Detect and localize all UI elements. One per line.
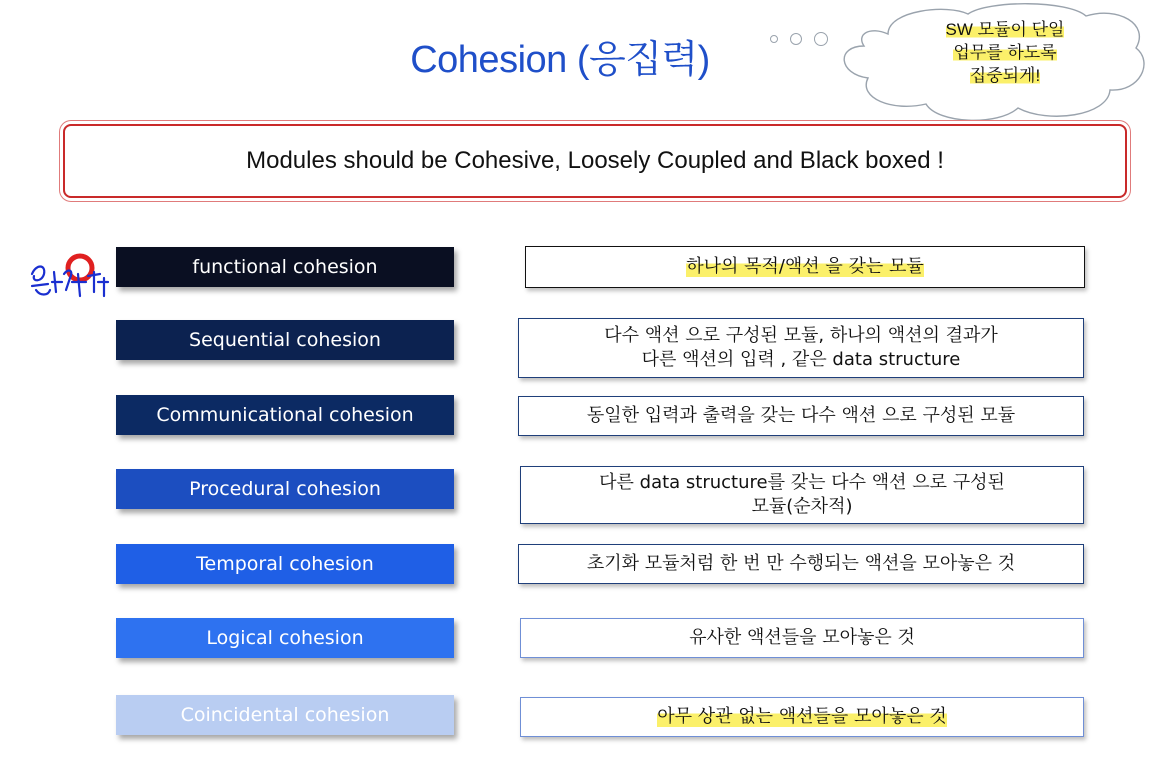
cohesion-type-label: functional cohesion (116, 247, 454, 287)
cloud-note-line: 업무를 하도록 (953, 43, 1057, 62)
cohesion-type-label: Temporal cohesion (116, 544, 454, 584)
slide-title: Cohesion (응집력) (410, 39, 710, 81)
principle-banner: Modules should be Cohesive, Loosely Coupled and Black boxed ! (63, 124, 1127, 198)
cohesion-type-label: Communicational cohesion (116, 395, 454, 435)
cohesion-description (518, 318, 1084, 378)
cohesion-type-label: Coincidental cohesion (116, 695, 454, 735)
description-text: 다른 data structure를 갖는 다수 액션 으로 구성된 (599, 472, 1005, 493)
description-text: 아무 상관 없는 액션들을 모아놓은 것 (657, 706, 947, 727)
description-text: 동일한 입력과 출력을 갖는 다수 액션 으로 구성된 모듈 (586, 405, 1016, 426)
cohesion-type-label: Procedural cohesion (116, 469, 454, 509)
description-text: 유사한 액션들을 모아놓은 것 (689, 627, 915, 648)
description-text: 초기화 모듈처럼 한 번 만 수행되는 액션을 모아놓은 것 (586, 553, 1016, 574)
cohesion-description (525, 246, 1085, 288)
handwritten-annotation-icon (28, 252, 118, 304)
cohesion-description (520, 618, 1084, 658)
description-text: 다수 액션 으로 구성된 모듈, 하나의 액션의 결과가 (604, 325, 998, 346)
cohesion-description (520, 466, 1084, 524)
description-text: 모듈(순차적) (751, 496, 853, 517)
cloud-note-line: 집중되게! (969, 66, 1041, 85)
cohesion-description (520, 697, 1084, 737)
cohesion-description (518, 544, 1084, 584)
description-text: 하나의 목적/액션 을 갖는 모듈 (686, 256, 924, 277)
thought-bubble-dot (770, 35, 778, 43)
cloud-note-line: SW 모듈이 단일 (945, 20, 1065, 39)
description-text: 다른 액션의 입력 , 같은 data structure (641, 349, 961, 370)
thought-bubble-dot (790, 33, 802, 45)
cohesion-type-label: Sequential cohesion (116, 320, 454, 360)
cloud-note (905, 18, 1105, 87)
cohesion-type-label: Logical cohesion (116, 618, 454, 658)
cohesion-description (518, 396, 1084, 436)
